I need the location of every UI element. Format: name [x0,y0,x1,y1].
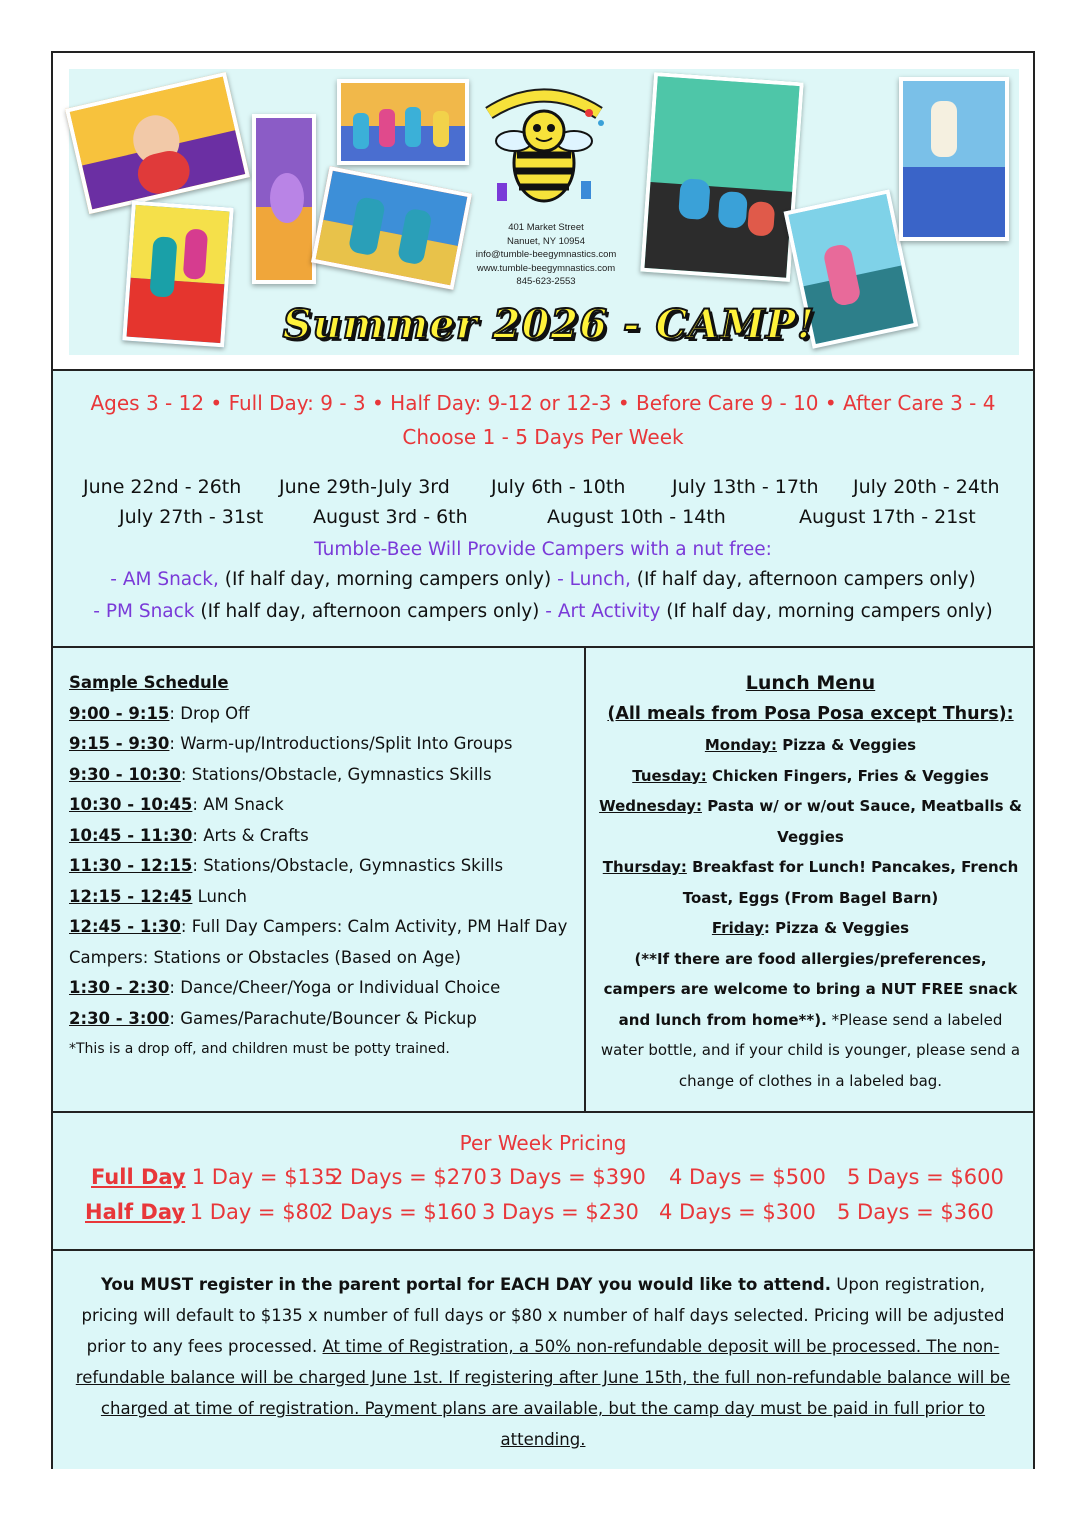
schedule-item [69,760,574,791]
snack-lunch-line [53,569,1033,590]
menu-day [598,913,1023,944]
camp-title: Summer 2026 - CAMP! [282,301,816,348]
schedule-item [69,1004,574,1035]
price-item: 4 Days = $300 [659,1200,816,1224]
menu-day-name: Thursday: [602,858,687,876]
schedule-menu-section [53,648,1033,1113]
registration-deposit: At time of Registration, a 50% non-refundable deposit will be processed. The non-refundable balance will be charged June 1st. If registering after June 15th, the full non-refundable balance will be charged at time of registration. Payment plans are available, but the camp day must be paid in full prior to attending. [75,1337,1011,1449]
schedule-time: 12:45 - 1:30 [69,917,181,936]
schedule-sep: : [169,734,181,753]
photo-water-play [640,72,804,282]
sample-schedule [69,668,574,1064]
menu-day [598,791,1023,852]
schedule-desc: AM Snack [203,795,284,814]
am-snack-label: - AM Snack, [110,569,219,590]
lunch-menu [598,668,1023,1096]
price-item: 4 Days = $500 [669,1165,826,1189]
schedule-desc: Drop Off [180,703,250,723]
week-item: August 10th - 14th [547,506,726,528]
address-line-1: 401 Market Street [508,222,584,233]
photo-baby-on-beam [65,72,250,214]
bee-logo-icon [469,83,619,213]
schedule-time: 9:15 - 9:30 [69,734,170,753]
menu-meal: Breakfast for Lunch! Pancakes, French Toast, Eggs (From Bagel Barn) [682,858,1019,907]
menu-day [598,730,1023,761]
allergy-note-bold: (**If there are food allergies/preferences, campers are welcome to bring a NUT FREE snack and lunch from home**). [603,949,1018,1029]
pricing-section [53,1113,1033,1251]
header-section [53,53,1033,371]
schedule-desc: Dance/Cheer/Yoga or Individual Choice [180,978,501,997]
schedule-sep: : [169,978,181,997]
schedule-desc: Lunch [197,886,247,906]
schedule-desc: Arts & Crafts [203,825,309,845]
full-day-label: Full Day [91,1165,186,1189]
half-day-pricing-row [53,1200,1033,1230]
column-divider [584,648,586,1113]
schedule-sep: : [192,856,204,875]
pm-snack-art-line [53,601,1033,622]
menu-meal: Pizza & Veggies [776,736,917,754]
week-item: July 6th - 10th [491,476,626,498]
week-item: August 17th - 21st [799,506,976,528]
camp-info-section [53,371,1033,648]
photo-group-jump [337,79,469,165]
price-item: 3 Days = $230 [482,1200,639,1224]
schedule-desc: Warm-up/Introductions/Split Into Groups [180,734,513,753]
menu-meal: Chicken Fingers, Fries & Veggies [706,766,989,785]
email-text: info@tumble-beegymnastics.com [475,249,617,260]
week-item: July 13th - 17th [672,476,819,498]
price-item: 5 Days = $360 [837,1200,994,1224]
schedule-item [69,882,574,913]
schedule-sep: : [169,1008,181,1028]
schedule-sep: : [180,764,192,784]
header-collage [69,69,1019,355]
pricing-title: Per Week Pricing [459,1131,627,1155]
pm-snack-note: (If half day, afternoon campers only) [194,601,546,622]
schedule-time: 11:30 - 12:15 [69,856,193,875]
phone-text: 845-623-2553 [516,276,576,287]
menu-day [598,852,1023,913]
website-text: www.tumble-beegymnastics.com [476,262,616,274]
registration-section [53,1251,1033,1469]
schedule-time: 12:15 - 12:45 [69,886,193,906]
price-item: 2 Days = $270 [330,1165,487,1189]
menu-meal: Pasta w/ or w/out Sauce, Meatballs & Veggies [701,797,1022,846]
provide-title: Tumble-Bee Will Provide Campers with a nut free: [314,539,772,560]
week-item: June 22nd - 26th [83,476,242,498]
schedule-item [69,821,574,852]
menu-day-name: Wednesday: [599,797,702,815]
schedule-title: Sample Schedule [69,673,229,692]
schedule-time: 1:30 - 2:30 [69,978,170,997]
schedule-sep: : [192,795,204,814]
schedule-time: 10:30 - 10:45 [69,795,193,814]
menu-meal: : Pizza & Veggies [763,919,910,937]
photo-backbend [252,114,316,284]
lunch-menu-title: Lunch Menu [745,672,876,694]
registration-text [71,1269,1015,1455]
week-item: June 29th-July 3rd [279,476,450,498]
registration-pricing: Upon registration, pricing will default to $135 x number of full days or $80 x number of half days selected. Pricing will be adjusted prior to any fees processed. [81,1275,1005,1356]
potty-trained-note: *This is a drop off, and children must be potty trained. [69,1041,450,1057]
price-item: : 1 Day = $80 [176,1200,323,1224]
allergy-note [598,944,1023,1097]
schedule-item [69,790,574,821]
pm-snack-label: - PM Snack [93,601,195,622]
address-line-2: Nanuet, NY 10954 [507,235,585,247]
photo-mat-jump [899,77,1009,241]
flyer [51,51,1035,1469]
tumble-bee-logo [469,83,619,213]
price-item: 3 Days = $390 [489,1165,646,1189]
allergy-note-rest: *Please send a labeled water bottle, and if your child is younger, please send a change of clothes in a labeled bag. [600,1010,1021,1090]
lunch-menu-subtitle: (All meals from Posa Posa except Thurs): [607,704,1014,724]
schedule-desc: Full Day Campers: Calm Activity, PM Half Day Campers: Stations or Obstacles (Based on Age) [69,917,568,967]
art-label: - Art Activity [545,601,661,622]
art-note: (If half day, morning campers only) [660,601,993,622]
menu-day [598,761,1023,792]
week-item: July 20th - 24th [853,476,1000,498]
half-day-label: Half Day [85,1200,186,1224]
week-item: August 3rd - 6th [313,506,468,528]
schedule-desc: Games/Parachute/Bouncer & Pickup [180,1008,477,1028]
menu-day-name: Monday: [704,736,777,754]
lunch-note: (If half day, afternoon campers only) [630,569,976,590]
contact-info [441,221,651,289]
schedule-sep: : [169,703,181,723]
price-item: 5 Days = $600 [847,1165,1004,1189]
price-item: 2 Days = $160 [320,1200,477,1224]
schedule-sep: : [180,917,192,936]
registration-must: You MUST register in the parent portal for EACH DAY you would like to attend. [100,1275,832,1294]
schedule-time: 9:00 - 9:15 [69,703,170,723]
schedule-time: 9:30 - 10:30 [69,764,181,784]
schedule-item [69,729,574,760]
schedule-item [69,851,574,882]
lunch-label: - Lunch, [557,569,631,590]
week-item: July 27th - 31st [119,506,264,528]
schedule-sep: : [192,825,204,845]
menu-day-name: Tuesday: [632,766,707,785]
schedule-time: 10:45 - 11:30 [69,825,193,845]
full-day-pricing-row [53,1165,1033,1195]
schedule-item [69,699,574,730]
schedule-item [69,912,574,973]
am-snack-note: (If half day, morning campers only) [218,569,558,590]
schedule-time: 2:30 - 3:00 [69,1008,170,1028]
menu-day-name: Friday [711,919,764,937]
days-per-week-line: Choose 1 - 5 Days Per Week [402,425,684,449]
ages-hours-line: Ages 3 - 12 • Full Day: 9 - 3 • Half Day: 9-12 or 12-3 • Before Care 9 - 10 • After Care 3 - 4 [90,391,996,415]
schedule-item [69,973,574,1004]
schedule-desc: Stations/Obstacle, Gymnastics Skills [203,856,504,875]
schedule-desc: Stations/Obstacle, Gymnastics Skills [191,764,492,784]
price-item: : 1 Day = $135 [178,1165,338,1189]
